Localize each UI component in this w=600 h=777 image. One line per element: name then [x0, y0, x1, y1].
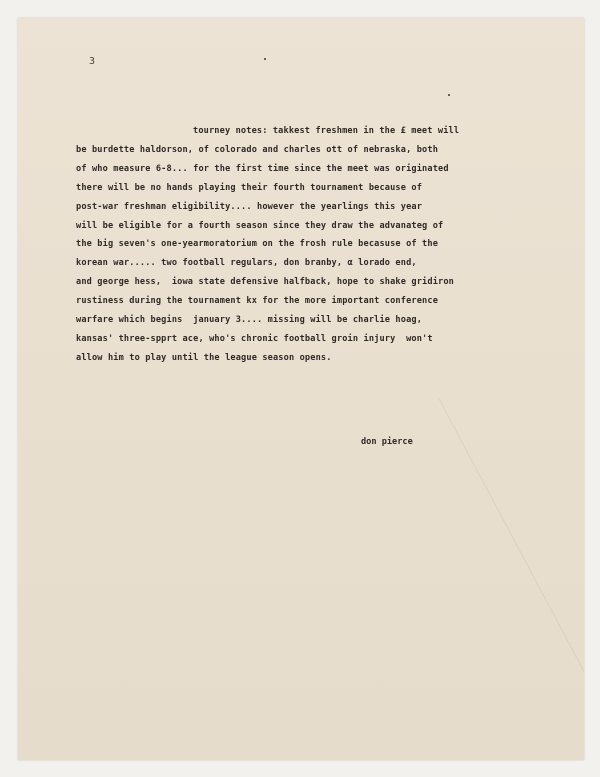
body-line: and george hess, iowa state defensive halfback, hope to shake gridiron	[76, 277, 454, 288]
body-line: there will be no hands playing their fourth tournament because of	[76, 182, 423, 193]
body-line: will be eligible for a fourth season since they draw the advanateg of	[76, 220, 444, 231]
body-line: tourney notes: takkest freshmen in the £ meet will	[193, 126, 460, 136]
body-line: warfare which begins january 3.... missing will be charlie hoag,	[76, 315, 423, 326]
author-signature: don pierce	[361, 437, 413, 447]
ink-speck	[448, 94, 450, 96]
body-line: the big seven's one-yearmoratorium on the frosh rule becasuse of the	[76, 239, 439, 250]
body-line: of who measure 6-8... for the first time since the meet was originated	[76, 163, 449, 174]
ink-speck	[264, 58, 266, 60]
body-line: rustiness during the tournament kx for the more important conference	[76, 296, 439, 307]
article-body	[76, 122, 576, 368]
body-line: post-war freshman eligibility.... however the yearlings this year	[76, 201, 423, 212]
page-number: 3	[89, 56, 96, 67]
typed-page	[18, 18, 584, 760]
body-line: allow him to play until the league season opens.	[76, 352, 332, 363]
body-line: kansas' three-spprt ace, who's chronic football groin injury won't	[76, 333, 433, 344]
body-line: korean war..... two football regulars, don branby, α lorado end,	[76, 258, 417, 269]
paper-crease	[438, 398, 584, 716]
body-line: be burdette haldorson, of colorado and charles ott of nebraska, both	[76, 144, 439, 155]
